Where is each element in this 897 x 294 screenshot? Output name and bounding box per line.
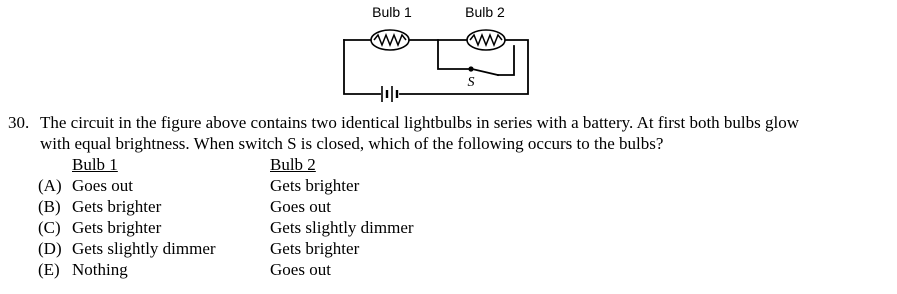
switch-label: S — [467, 75, 475, 90]
answer-choice-d[interactable] — [0, 238, 897, 259]
switch-wire-right — [498, 46, 514, 75]
circuit-figure — [0, 0, 897, 112]
choice-letter: (D) — [38, 239, 62, 258]
choice-letter: (C) — [38, 218, 61, 237]
column-header-bulb1: Bulb 1 — [72, 155, 118, 174]
choice-bulb1-outcome: Nothing — [72, 260, 128, 279]
choice-bulb1-outcome: Gets slightly dimmer — [72, 239, 216, 258]
column-header-bulb2: Bulb 2 — [270, 155, 316, 174]
question-number: 30. — [8, 113, 30, 132]
choice-letter: (B) — [38, 197, 61, 216]
choice-letter: (E) — [38, 260, 60, 279]
bulb1-label: Bulb 1 — [372, 4, 412, 20]
bulb2-label: Bulb 2 — [465, 4, 505, 20]
answer-choice-b[interactable] — [0, 196, 897, 217]
switch-wire-left — [438, 40, 470, 69]
choice-bulb1-outcome: Gets brighter — [72, 218, 162, 237]
choice-letter: (A) — [38, 176, 62, 195]
choice-bulb2-outcome: Goes out — [270, 197, 331, 216]
choice-bulb2-outcome: Gets brighter — [270, 176, 360, 195]
bulb1-icon — [371, 30, 409, 50]
answer-choice-c[interactable] — [0, 217, 897, 238]
choice-bulb2-outcome: Gets brighter — [270, 239, 360, 258]
circuit-wire-bottom-right — [400, 40, 528, 94]
answer-choice-e[interactable] — [0, 259, 897, 280]
switch-blade — [472, 69, 498, 75]
question-text-line-1: The circuit in the figure above contains two identical lightbulbs in series with a battery. At first both bulbs glow — [40, 113, 800, 132]
battery-icon — [382, 86, 397, 102]
question-text-line-2: with equal brightness. When switch S is closed, which of the following occurs to the bulbs? — [40, 134, 664, 153]
choice-bulb2-outcome: Goes out — [270, 260, 331, 279]
choice-bulb1-outcome: Gets brighter — [72, 197, 162, 216]
bulb2-icon — [467, 30, 505, 50]
circuit-diagram — [0, 0, 897, 112]
choice-bulb2-outcome: Gets slightly dimmer — [270, 218, 414, 237]
switch-contact-icon — [468, 66, 473, 71]
answer-choice-a[interactable] — [0, 175, 897, 196]
choice-bulb1-outcome: Goes out — [72, 176, 133, 195]
circuit-wire-left — [344, 40, 380, 94]
